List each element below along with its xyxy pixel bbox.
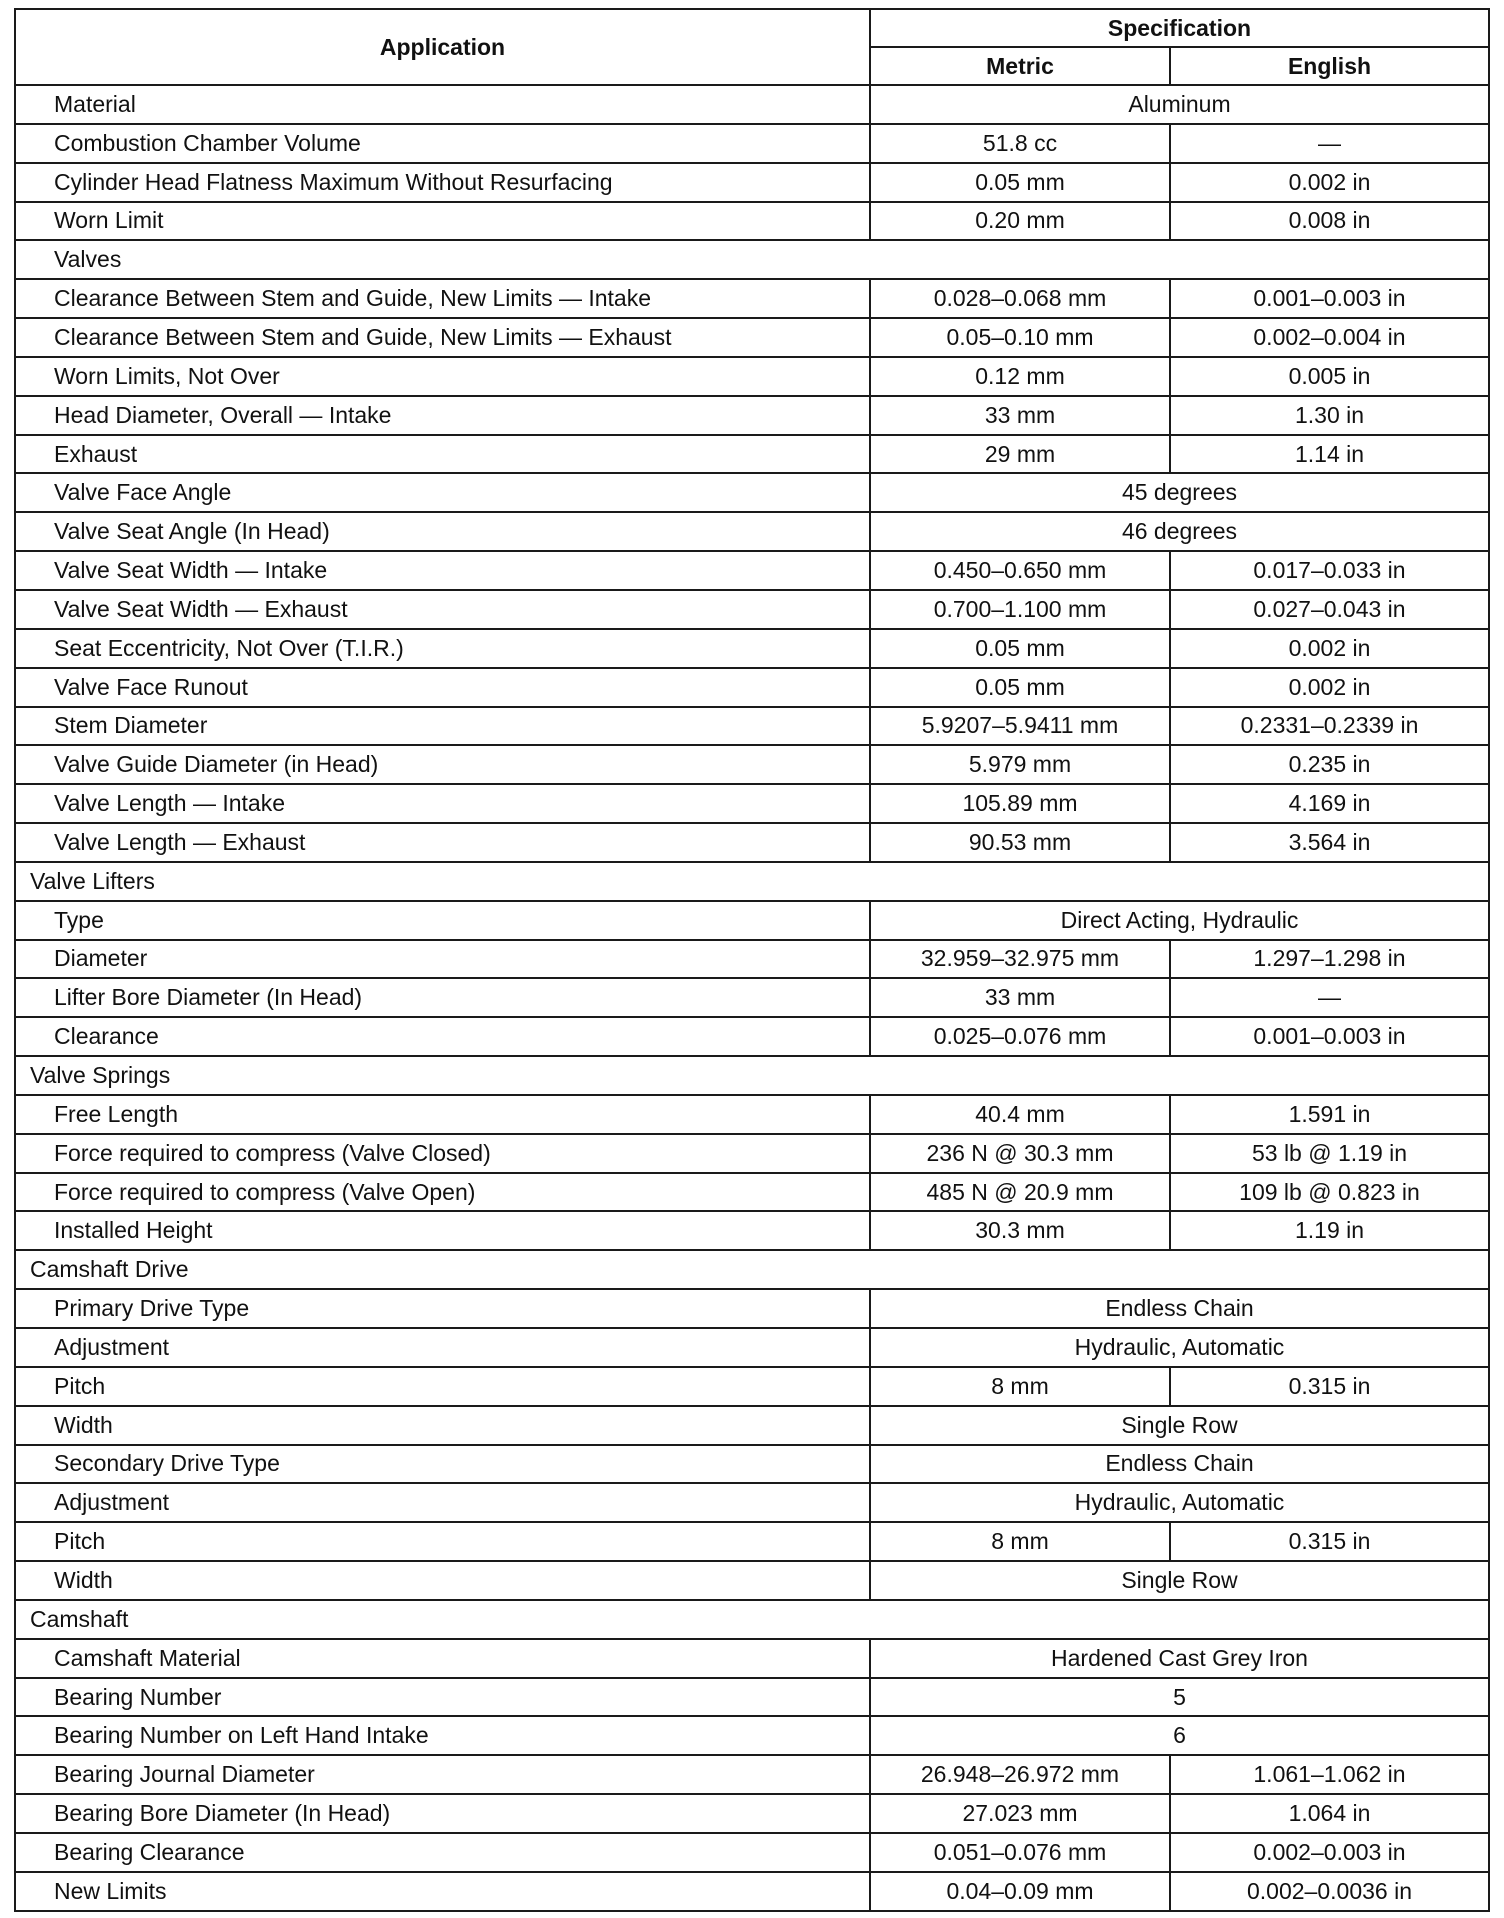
table-row bbox=[15, 862, 1489, 901]
english-value-cell: 1.064 in bbox=[1170, 1794, 1489, 1833]
metric-header: Metric bbox=[870, 47, 1170, 85]
specification-value-cell: Direct Acting, Hydraulic bbox=[870, 901, 1489, 940]
table-row bbox=[15, 357, 1489, 396]
application-cell: Pitch bbox=[15, 1367, 870, 1406]
application-cell: Head Diameter, Overall — Intake bbox=[15, 396, 870, 435]
table-row bbox=[15, 1483, 1489, 1522]
english-value-cell: — bbox=[1170, 124, 1489, 163]
english-value-cell: 0.002 in bbox=[1170, 629, 1489, 668]
metric-value-cell: 0.450–0.650 mm bbox=[870, 551, 1170, 590]
metric-value-cell: 51.8 cc bbox=[870, 124, 1170, 163]
english-value-cell: 0.315 in bbox=[1170, 1367, 1489, 1406]
application-cell: Valve Springs bbox=[15, 1056, 1489, 1095]
application-cell: Secondary Drive Type bbox=[15, 1445, 870, 1484]
application-cell: Cylinder Head Flatness Maximum Without Resurfacing bbox=[15, 163, 870, 202]
metric-value-cell: 8 mm bbox=[870, 1367, 1170, 1406]
metric-value-cell: 33 mm bbox=[870, 978, 1170, 1017]
table-row bbox=[15, 1755, 1489, 1794]
application-cell: Bearing Bore Diameter (In Head) bbox=[15, 1794, 870, 1833]
table-row bbox=[15, 318, 1489, 357]
english-value-cell: 4.169 in bbox=[1170, 784, 1489, 823]
table-row bbox=[15, 124, 1489, 163]
english-value-cell: 0.005 in bbox=[1170, 357, 1489, 396]
metric-value-cell: 8 mm bbox=[870, 1522, 1170, 1561]
table-row bbox=[15, 85, 1489, 124]
metric-value-cell: 105.89 mm bbox=[870, 784, 1170, 823]
table-row bbox=[15, 1561, 1489, 1600]
table-row bbox=[15, 745, 1489, 784]
english-value-cell: 0.235 in bbox=[1170, 745, 1489, 784]
metric-value-cell: 0.05 mm bbox=[870, 668, 1170, 707]
metric-value-cell: 0.051–0.076 mm bbox=[870, 1833, 1170, 1872]
metric-value-cell: 236 N @ 30.3 mm bbox=[870, 1134, 1170, 1173]
specification-value-cell: Hydraulic, Automatic bbox=[870, 1483, 1489, 1522]
application-cell: Material bbox=[15, 85, 870, 124]
metric-value-cell: 27.023 mm bbox=[870, 1794, 1170, 1833]
table-row bbox=[15, 940, 1489, 979]
application-cell: Worn Limit bbox=[15, 202, 870, 241]
application-cell: Width bbox=[15, 1561, 870, 1600]
metric-value-cell: 0.05 mm bbox=[870, 163, 1170, 202]
specification-value-cell: 6 bbox=[870, 1716, 1489, 1755]
table-row bbox=[15, 1522, 1489, 1561]
metric-value-cell: 0.20 mm bbox=[870, 202, 1170, 241]
english-value-cell: 0.002–0.0036 in bbox=[1170, 1872, 1489, 1911]
application-cell: Camshaft bbox=[15, 1600, 1489, 1639]
application-cell: Camshaft Drive bbox=[15, 1250, 1489, 1289]
table-row bbox=[15, 1445, 1489, 1484]
table-row bbox=[15, 1211, 1489, 1250]
application-cell: Valve Seat Angle (In Head) bbox=[15, 512, 870, 551]
metric-value-cell: 0.12 mm bbox=[870, 357, 1170, 396]
table-row bbox=[15, 629, 1489, 668]
table-row bbox=[15, 1250, 1489, 1289]
application-cell: Force required to compress (Valve Open) bbox=[15, 1173, 870, 1212]
application-cell: Adjustment bbox=[15, 1328, 870, 1367]
table-row bbox=[15, 978, 1489, 1017]
metric-value-cell: 0.025–0.076 mm bbox=[870, 1017, 1170, 1056]
table-row bbox=[15, 279, 1489, 318]
table-row bbox=[15, 1017, 1489, 1056]
table-row bbox=[15, 202, 1489, 241]
metric-value-cell: 0.028–0.068 mm bbox=[870, 279, 1170, 318]
metric-value-cell: 0.05–0.10 mm bbox=[870, 318, 1170, 357]
application-cell: Primary Drive Type bbox=[15, 1289, 870, 1328]
table-row bbox=[15, 707, 1489, 746]
english-value-cell: 0.002 in bbox=[1170, 668, 1489, 707]
english-value-cell: 0.002 in bbox=[1170, 163, 1489, 202]
application-cell: New Limits bbox=[15, 1872, 870, 1911]
english-value-cell: 1.061–1.062 in bbox=[1170, 1755, 1489, 1794]
metric-value-cell: 33 mm bbox=[870, 396, 1170, 435]
application-cell: Free Length bbox=[15, 1095, 870, 1134]
table-row bbox=[15, 551, 1489, 590]
english-value-cell: 109 lb @ 0.823 in bbox=[1170, 1173, 1489, 1212]
specification-value-cell: 46 degrees bbox=[870, 512, 1489, 551]
specification-value-cell: Single Row bbox=[870, 1406, 1489, 1445]
application-cell: Valve Face Angle bbox=[15, 473, 870, 512]
table-row bbox=[15, 396, 1489, 435]
specification-value-cell: Hydraulic, Automatic bbox=[870, 1328, 1489, 1367]
metric-value-cell: 0.05 mm bbox=[870, 629, 1170, 668]
application-cell: Installed Height bbox=[15, 1211, 870, 1250]
specification-value-cell: 5 bbox=[870, 1678, 1489, 1717]
english-value-cell: 0.008 in bbox=[1170, 202, 1489, 241]
english-value-cell: 0.027–0.043 in bbox=[1170, 590, 1489, 629]
english-value-cell: 3.564 in bbox=[1170, 823, 1489, 862]
table-row bbox=[15, 1134, 1489, 1173]
specification-table bbox=[14, 8, 1490, 1912]
specification-value-cell: Endless Chain bbox=[870, 1289, 1489, 1328]
english-value-cell: 0.002–0.003 in bbox=[1170, 1833, 1489, 1872]
table-row bbox=[15, 1872, 1489, 1911]
table-body bbox=[15, 85, 1489, 1911]
application-header: Application bbox=[15, 9, 870, 85]
specification-header: Specification bbox=[870, 9, 1489, 47]
metric-value-cell: 40.4 mm bbox=[870, 1095, 1170, 1134]
metric-value-cell: 29 mm bbox=[870, 435, 1170, 474]
english-value-cell: — bbox=[1170, 978, 1489, 1017]
application-cell: Combustion Chamber Volume bbox=[15, 124, 870, 163]
application-cell: Force required to compress (Valve Closed) bbox=[15, 1134, 870, 1173]
table-row bbox=[15, 1716, 1489, 1755]
application-cell: Valve Seat Width — Exhaust bbox=[15, 590, 870, 629]
specification-value-cell: 45 degrees bbox=[870, 473, 1489, 512]
table-row bbox=[15, 784, 1489, 823]
table-row bbox=[15, 1056, 1489, 1095]
application-cell: Camshaft Material bbox=[15, 1639, 870, 1678]
application-cell: Valve Length — Exhaust bbox=[15, 823, 870, 862]
metric-value-cell: 26.948–26.972 mm bbox=[870, 1755, 1170, 1794]
table-row bbox=[15, 240, 1489, 279]
metric-value-cell: 0.700–1.100 mm bbox=[870, 590, 1170, 629]
application-cell: Valves bbox=[15, 240, 1489, 279]
specification-value-cell: Endless Chain bbox=[870, 1445, 1489, 1484]
application-cell: Diameter bbox=[15, 940, 870, 979]
table-row bbox=[15, 163, 1489, 202]
english-value-cell: 0.002–0.004 in bbox=[1170, 318, 1489, 357]
application-cell: Bearing Journal Diameter bbox=[15, 1755, 870, 1794]
application-cell: Valve Face Runout bbox=[15, 668, 870, 707]
table-row bbox=[15, 1639, 1489, 1678]
english-value-cell: 1.14 in bbox=[1170, 435, 1489, 474]
table-row bbox=[15, 1173, 1489, 1212]
application-cell: Worn Limits, Not Over bbox=[15, 357, 870, 396]
specification-value-cell: Aluminum bbox=[870, 85, 1489, 124]
metric-value-cell: 5.979 mm bbox=[870, 745, 1170, 784]
table-row bbox=[15, 1095, 1489, 1134]
english-value-cell: 0.001–0.003 in bbox=[1170, 1017, 1489, 1056]
table-row bbox=[15, 435, 1489, 474]
application-cell: Seat Eccentricity, Not Over (T.I.R.) bbox=[15, 629, 870, 668]
application-cell: Lifter Bore Diameter (In Head) bbox=[15, 978, 870, 1017]
metric-value-cell: 90.53 mm bbox=[870, 823, 1170, 862]
table-row bbox=[15, 823, 1489, 862]
application-cell: Bearing Clearance bbox=[15, 1833, 870, 1872]
metric-value-cell: 5.9207–5.9411 mm bbox=[870, 707, 1170, 746]
table-row bbox=[15, 1600, 1489, 1639]
application-cell: Pitch bbox=[15, 1522, 870, 1561]
english-header: English bbox=[1170, 47, 1489, 85]
application-cell: Valve Length — Intake bbox=[15, 784, 870, 823]
application-cell: Valve Seat Width — Intake bbox=[15, 551, 870, 590]
english-value-cell: 1.591 in bbox=[1170, 1095, 1489, 1134]
table-row bbox=[15, 1406, 1489, 1445]
application-cell: Clearance Between Stem and Guide, New Limits — Intake bbox=[15, 279, 870, 318]
table-row bbox=[15, 512, 1489, 551]
specification-value-cell: Single Row bbox=[870, 1561, 1489, 1600]
application-cell: Exhaust bbox=[15, 435, 870, 474]
application-cell: Bearing Number on Left Hand Intake bbox=[15, 1716, 870, 1755]
table-row bbox=[15, 1833, 1489, 1872]
table-row bbox=[15, 1367, 1489, 1406]
application-cell: Valve Lifters bbox=[15, 862, 1489, 901]
metric-value-cell: 0.04–0.09 mm bbox=[870, 1872, 1170, 1911]
table-row bbox=[15, 668, 1489, 707]
application-cell: Clearance Between Stem and Guide, New Limits — Exhaust bbox=[15, 318, 870, 357]
english-value-cell: 0.001–0.003 in bbox=[1170, 279, 1489, 318]
table-row bbox=[15, 473, 1489, 512]
english-value-cell: 53 lb @ 1.19 in bbox=[1170, 1134, 1489, 1173]
application-cell: Clearance bbox=[15, 1017, 870, 1056]
table-row bbox=[15, 1289, 1489, 1328]
application-cell: Valve Guide Diameter (in Head) bbox=[15, 745, 870, 784]
table-header bbox=[15, 9, 1489, 85]
metric-value-cell: 32.959–32.975 mm bbox=[870, 940, 1170, 979]
metric-value-cell: 30.3 mm bbox=[870, 1211, 1170, 1250]
application-cell: Width bbox=[15, 1406, 870, 1445]
english-value-cell: 0.017–0.033 in bbox=[1170, 551, 1489, 590]
specification-value-cell: Hardened Cast Grey Iron bbox=[870, 1639, 1489, 1678]
english-value-cell: 1.19 in bbox=[1170, 1211, 1489, 1250]
metric-value-cell: 485 N @ 20.9 mm bbox=[870, 1173, 1170, 1212]
application-cell: Adjustment bbox=[15, 1483, 870, 1522]
table-row bbox=[15, 590, 1489, 629]
application-cell: Type bbox=[15, 901, 870, 940]
english-value-cell: 0.2331–0.2339 in bbox=[1170, 707, 1489, 746]
english-value-cell: 1.30 in bbox=[1170, 396, 1489, 435]
application-cell: Stem Diameter bbox=[15, 707, 870, 746]
table-row bbox=[15, 1328, 1489, 1367]
table-row bbox=[15, 901, 1489, 940]
english-value-cell: 0.315 in bbox=[1170, 1522, 1489, 1561]
application-cell: Bearing Number bbox=[15, 1678, 870, 1717]
english-value-cell: 1.297–1.298 in bbox=[1170, 940, 1489, 979]
table-row bbox=[15, 1794, 1489, 1833]
table-row bbox=[15, 1678, 1489, 1717]
